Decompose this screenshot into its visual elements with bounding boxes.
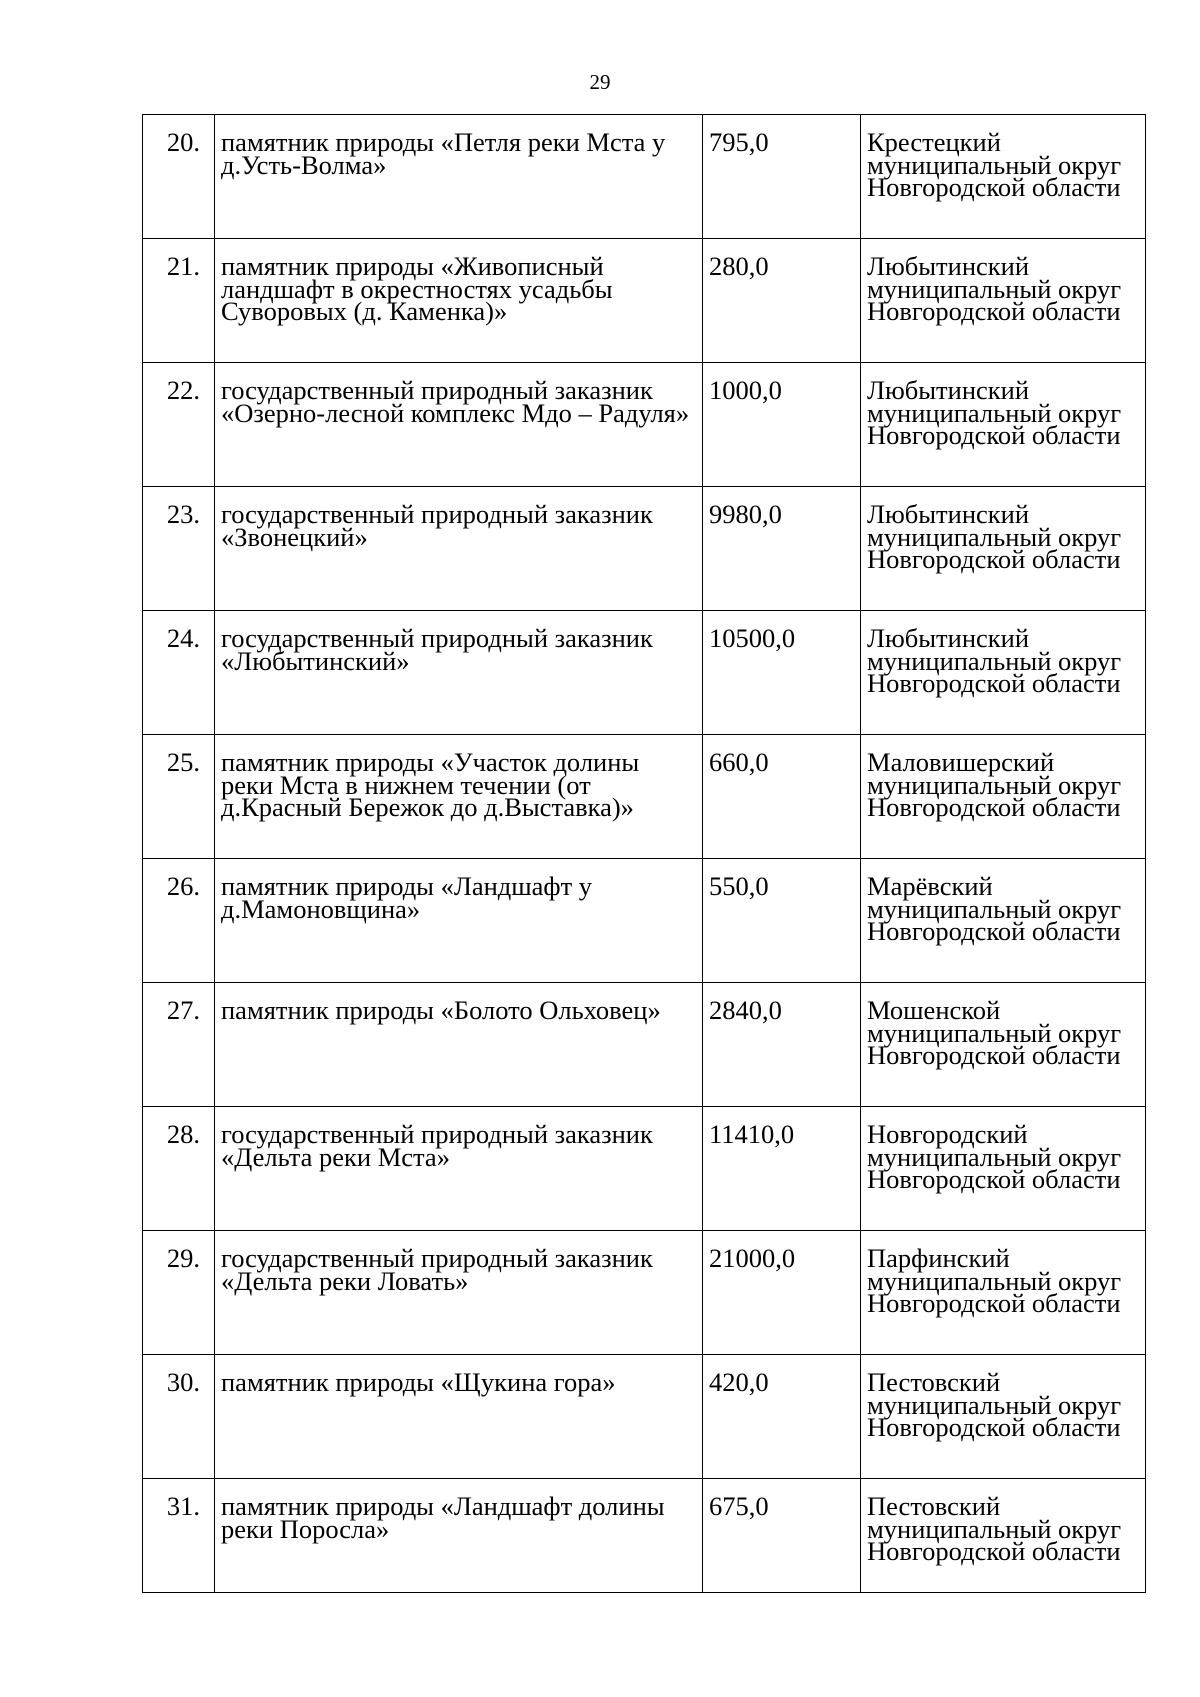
protected-areas-table bbox=[142, 114, 1146, 1593]
row-number: 24. bbox=[143, 611, 215, 735]
object-name: государственный природный заказник «Дельта реки Мста» bbox=[215, 1107, 703, 1231]
object-name: памятник природы «Щукина гора» bbox=[215, 1355, 703, 1479]
object-name: памятник природы «Болото Ольховец» bbox=[215, 983, 703, 1107]
table-row bbox=[143, 1231, 1146, 1355]
area-value: 21000,0 bbox=[703, 1231, 861, 1355]
area-value: 9980,0 bbox=[703, 487, 861, 611]
area-value: 660,0 bbox=[703, 735, 861, 859]
table-row bbox=[143, 983, 1146, 1107]
district-name: Любытинский муниципальный округ Новгородской области bbox=[861, 487, 1146, 611]
row-number: 28. bbox=[143, 1107, 215, 1231]
table-row bbox=[143, 735, 1146, 859]
row-number: 30. bbox=[143, 1355, 215, 1479]
row-number: 27. bbox=[143, 983, 215, 1107]
area-value: 420,0 bbox=[703, 1355, 861, 1479]
district-name: Маловишерский муниципальный округ Новгородской области bbox=[861, 735, 1146, 859]
table-row bbox=[143, 859, 1146, 983]
object-name: государственный природный заказник «Дельта реки Ловать» bbox=[215, 1231, 703, 1355]
row-number: 23. bbox=[143, 487, 215, 611]
district-name: Мошенской муниципальный округ Новгородской области bbox=[861, 983, 1146, 1107]
object-name: государственный природный заказник «Звонецкий» bbox=[215, 487, 703, 611]
district-name: Любытинский муниципальный округ Новгородской области bbox=[861, 239, 1146, 363]
district-name: Любытинский муниципальный округ Новгородской области bbox=[861, 611, 1146, 735]
object-name: памятник природы «Петля реки Мста у д.Усть-Волма» bbox=[215, 115, 703, 239]
row-number: 20. bbox=[143, 115, 215, 239]
row-number: 22. bbox=[143, 363, 215, 487]
district-name: Марёвский муниципальный округ Новгородской области bbox=[861, 859, 1146, 983]
area-value: 10500,0 bbox=[703, 611, 861, 735]
row-number: 29. bbox=[143, 1231, 215, 1355]
district-name: Крестецкий муниципальный округ Новгородской области bbox=[861, 115, 1146, 239]
district-name: Любытинский муниципальный округ Новгородской области bbox=[861, 363, 1146, 487]
district-name: Пестовский муниципальный округ Новгородской области bbox=[861, 1355, 1146, 1479]
table-row bbox=[143, 1107, 1146, 1231]
district-name: Пестовский муниципальный округ Новгородской области bbox=[861, 1479, 1146, 1593]
row-number: 31. bbox=[143, 1479, 215, 1593]
table-row bbox=[143, 1479, 1146, 1593]
object-name: памятник природы «Ландшафт у д.Мамоновщина» bbox=[215, 859, 703, 983]
area-value: 675,0 bbox=[703, 1479, 861, 1593]
object-name: памятник природы «Ландшафт долины реки Поросла» bbox=[215, 1479, 703, 1593]
district-name: Парфинский муниципальный округ Новгородской области bbox=[861, 1231, 1146, 1355]
table-row bbox=[143, 239, 1146, 363]
object-name: памятник природы «Живописный ландшафт в окрестностях усадьбы Суворовых (д. Каменка)» bbox=[215, 239, 703, 363]
row-number: 25. bbox=[143, 735, 215, 859]
object-name: государственный природный заказник «Любытинский» bbox=[215, 611, 703, 735]
table-row bbox=[143, 611, 1146, 735]
row-number: 21. bbox=[143, 239, 215, 363]
district-name: Новгородский муниципальный округ Новгородской области bbox=[861, 1107, 1146, 1231]
area-value: 1000,0 bbox=[703, 363, 861, 487]
area-value: 2840,0 bbox=[703, 983, 861, 1107]
area-value: 280,0 bbox=[703, 239, 861, 363]
table-row bbox=[143, 1355, 1146, 1479]
table-row bbox=[143, 487, 1146, 611]
area-value: 11410,0 bbox=[703, 1107, 861, 1231]
area-value: 795,0 bbox=[703, 115, 861, 239]
table-row bbox=[143, 363, 1146, 487]
row-number: 26. bbox=[143, 859, 215, 983]
area-value: 550,0 bbox=[703, 859, 861, 983]
object-name: памятник природы «Участок долины реки Мста в нижнем течении (от д.Красный Бережок до д.Выставка)» bbox=[215, 735, 703, 859]
table-row bbox=[143, 115, 1146, 239]
object-name: государственный природный заказник «Озерно-лесной комплекс Мдо – Радуля» bbox=[215, 363, 703, 487]
table-body bbox=[143, 115, 1146, 1593]
page-number: 29 bbox=[589, 70, 611, 94]
